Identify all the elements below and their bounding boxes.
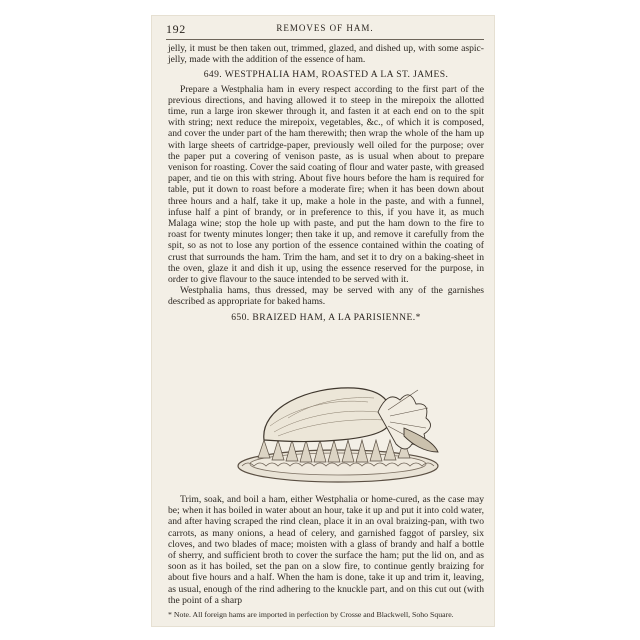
text-block-upper <box>168 43 484 326</box>
recipe-650-paragraph-1: Trim, soak, and boil a ham, either Westphalia or home-cured, as the case may be; when it has boiled in water about an hour, take it up and put it into cold water, and after having scraped the rind clean, place it in an oval braizing-pan, with two carrots, as many onions, a head of celery, and garnished faggot of parsley, six cloves, and two blades of mace; moisten with a glass of brandy and half a bottle of sherry, and sufficient broth to cover the surface the ham; put the lid on, and as soon as it has boiled, set the pan on a slow fire, to continue gently braizing for about five hours and a half. When the ham is done, take it up and trim it, leaving, as usual, enough of the rind adhering to the knuckle part, and on this cut out (with the point of a sharp <box>168 494 484 606</box>
header-rule <box>166 39 484 40</box>
recipe-649-paragraph-2: Westphalia hams, thus dressed, may be served with any of the garnishes described as appropriate for baked hams. <box>168 285 484 308</box>
recipe-649-paragraph-1: Prepare a Westphalia ham in every respect according to the first part of the previous directions, and having allowed it to steep in the mirepoix the allotted time, run a large iron skewer through it, and fasten it at each end on to the spit with string; next reduce the mirepoix, vegetables, &c., of which it is composed, and cover the under part of the ham therewith; then wrap the whole of the ham up with large sheets of cartridge-paper, previously well oiled for the purpose; over the paper put a covering of venison paste, as is usual when about to prepare venison for roasting. Cover the said coating of flour and water paste, with greased paper, and tie on this with string. About five hours before the ham is required for table, put it down to roast before a moderate fire; when it has been down about three hours and a half, take it up, make a hole in the paste, and with a funnel, infuse half a pint of brandy, or in preference to this, if you have it, as much Malaga wine; stop the hole up with paste, and put the ham down to the fire to roast for twenty minutes longer; then take it up, and remove it carefully from the spit, so as not to lose any portion of the essence contained within the coating of crust that surrounds the ham. Trim the ham, and set it to dry on a baking-sheet in the oven, glaze it and dish it up, using the essence reserved for the purpose, in order to give flavour to the sauce intended to be served with it. <box>168 83 484 286</box>
page-header <box>166 22 484 38</box>
running-head: REMOVES OF HAM. <box>276 23 374 33</box>
footnote: * Note. All foreign hams are imported in perfection by Crosse and Blackwell, Soho Square. <box>168 610 454 619</box>
recipe-heading-649: 649. WESTPHALIA HAM, ROASTED A LA ST. JAMES. <box>203 69 449 81</box>
book-page <box>152 16 494 626</box>
intro-paragraph: jelly, it must be then taken out, trimmed, glazed, and dished up, with some aspic-jelly, made with the addition of the essence of ham. <box>168 43 484 66</box>
page-number: 192 <box>166 22 186 36</box>
braized-ham-illustration <box>228 378 452 490</box>
recipe-heading-650: 650. BRAIZED HAM, A LA PARISIENNE.* <box>231 311 421 323</box>
text-block-lower <box>168 494 484 606</box>
